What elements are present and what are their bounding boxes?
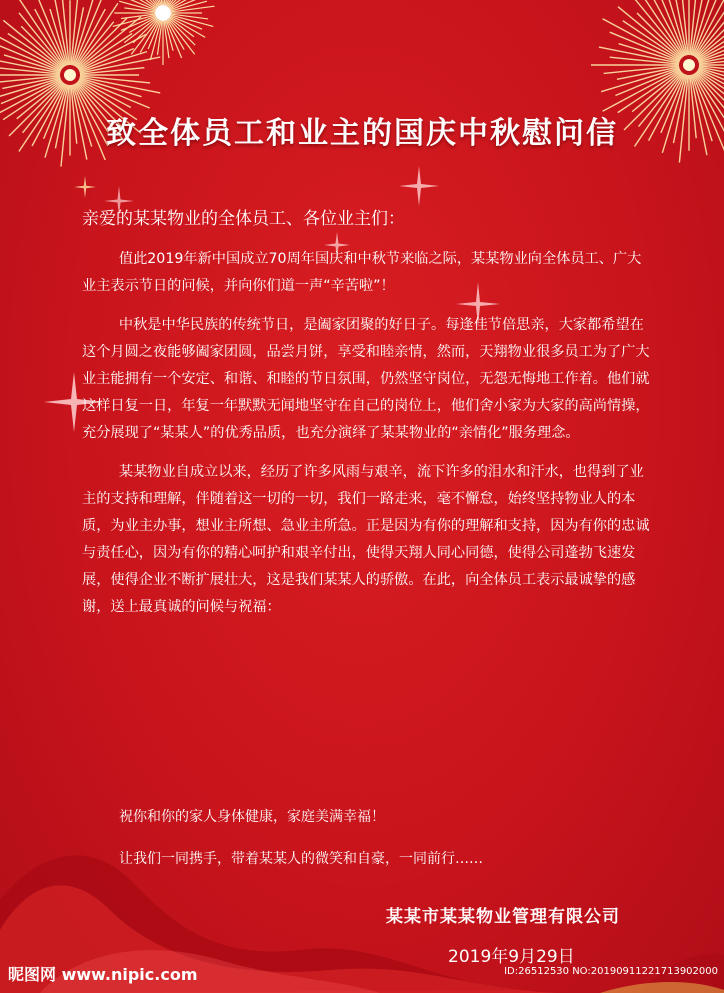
letter-title: 致全体员工和业主的国庆中秋慰问信: [106, 116, 618, 151]
letter-body: [82, 246, 650, 621]
paragraph: 值此2019年新中国成立70周年国庆和中秋节来临之际，某某物业向全体员工、广大业主表示节日的问候，并向你们道一声“辛苦啦”！: [82, 251, 642, 294]
watermark-id: ID:26512530 NO:20190911221713902000: [504, 966, 718, 977]
paragraph: 某某物业自成立以来，经历了许多风雨与艰辛，流下许多的泪水和汗水，也得到了业主的支持和理解，伴随着这一切的一切，我们一路走来，毫不懈怠，始终坚持物业人的本质，为业主办事，想业主所想、急业主所急。正是因为有你的理解和支持，因为有你的忠诚与责任心，因为有你的精心呵护和艰辛付出，使得天翔人同心同德，使得公司蓬勃飞速发展，使得企业不断扩展壮大，这是我们某某人的骄傲。在此，向全体员工表示最诚挚的感谢，送上最真诚的问候与祝福：: [82, 464, 650, 615]
sparkle-icon: [399, 166, 439, 206]
closing-line: 祝你和你的家人身体健康，家庭美满幸福！: [119, 809, 385, 825]
paragraph: 中秋是中华民族的传统节日，是阖家团聚的好日子。每逢佳节倍思亲，大家都希望在这个月圆之夜能够阖家团圆，品尝月饼，享受和睦亲情，然而，天翔物业很多员工为了广大业主能拥有一个安定、和谐、和睦的节日氛围，仍然坚守岗位，无怨无悔地工作着。他们就这样日复一日，年复一年默默无闻地坚守在自己的岗位上，他们舍小家为大家的高尚情操，充分展现了“某某人”的优秀品质，也充分演绎了某某物业的“亲情化”服务理念。: [82, 317, 650, 441]
sparkle-icon: [74, 176, 96, 198]
greeting: 亲爱的某某物业的全体员工、各位业主们：: [82, 209, 405, 229]
company-signature: 某某市某某物业管理有限公司: [386, 907, 620, 927]
signature-date: 2019年9月29日: [448, 947, 575, 967]
watermark-site: 昵图网 www.nipic.com: [8, 965, 198, 984]
firework-top-center: [108, 0, 218, 68]
closing-line: 让我们一同携手，带着某某人的微笑和自豪，一同前行……: [119, 851, 483, 867]
